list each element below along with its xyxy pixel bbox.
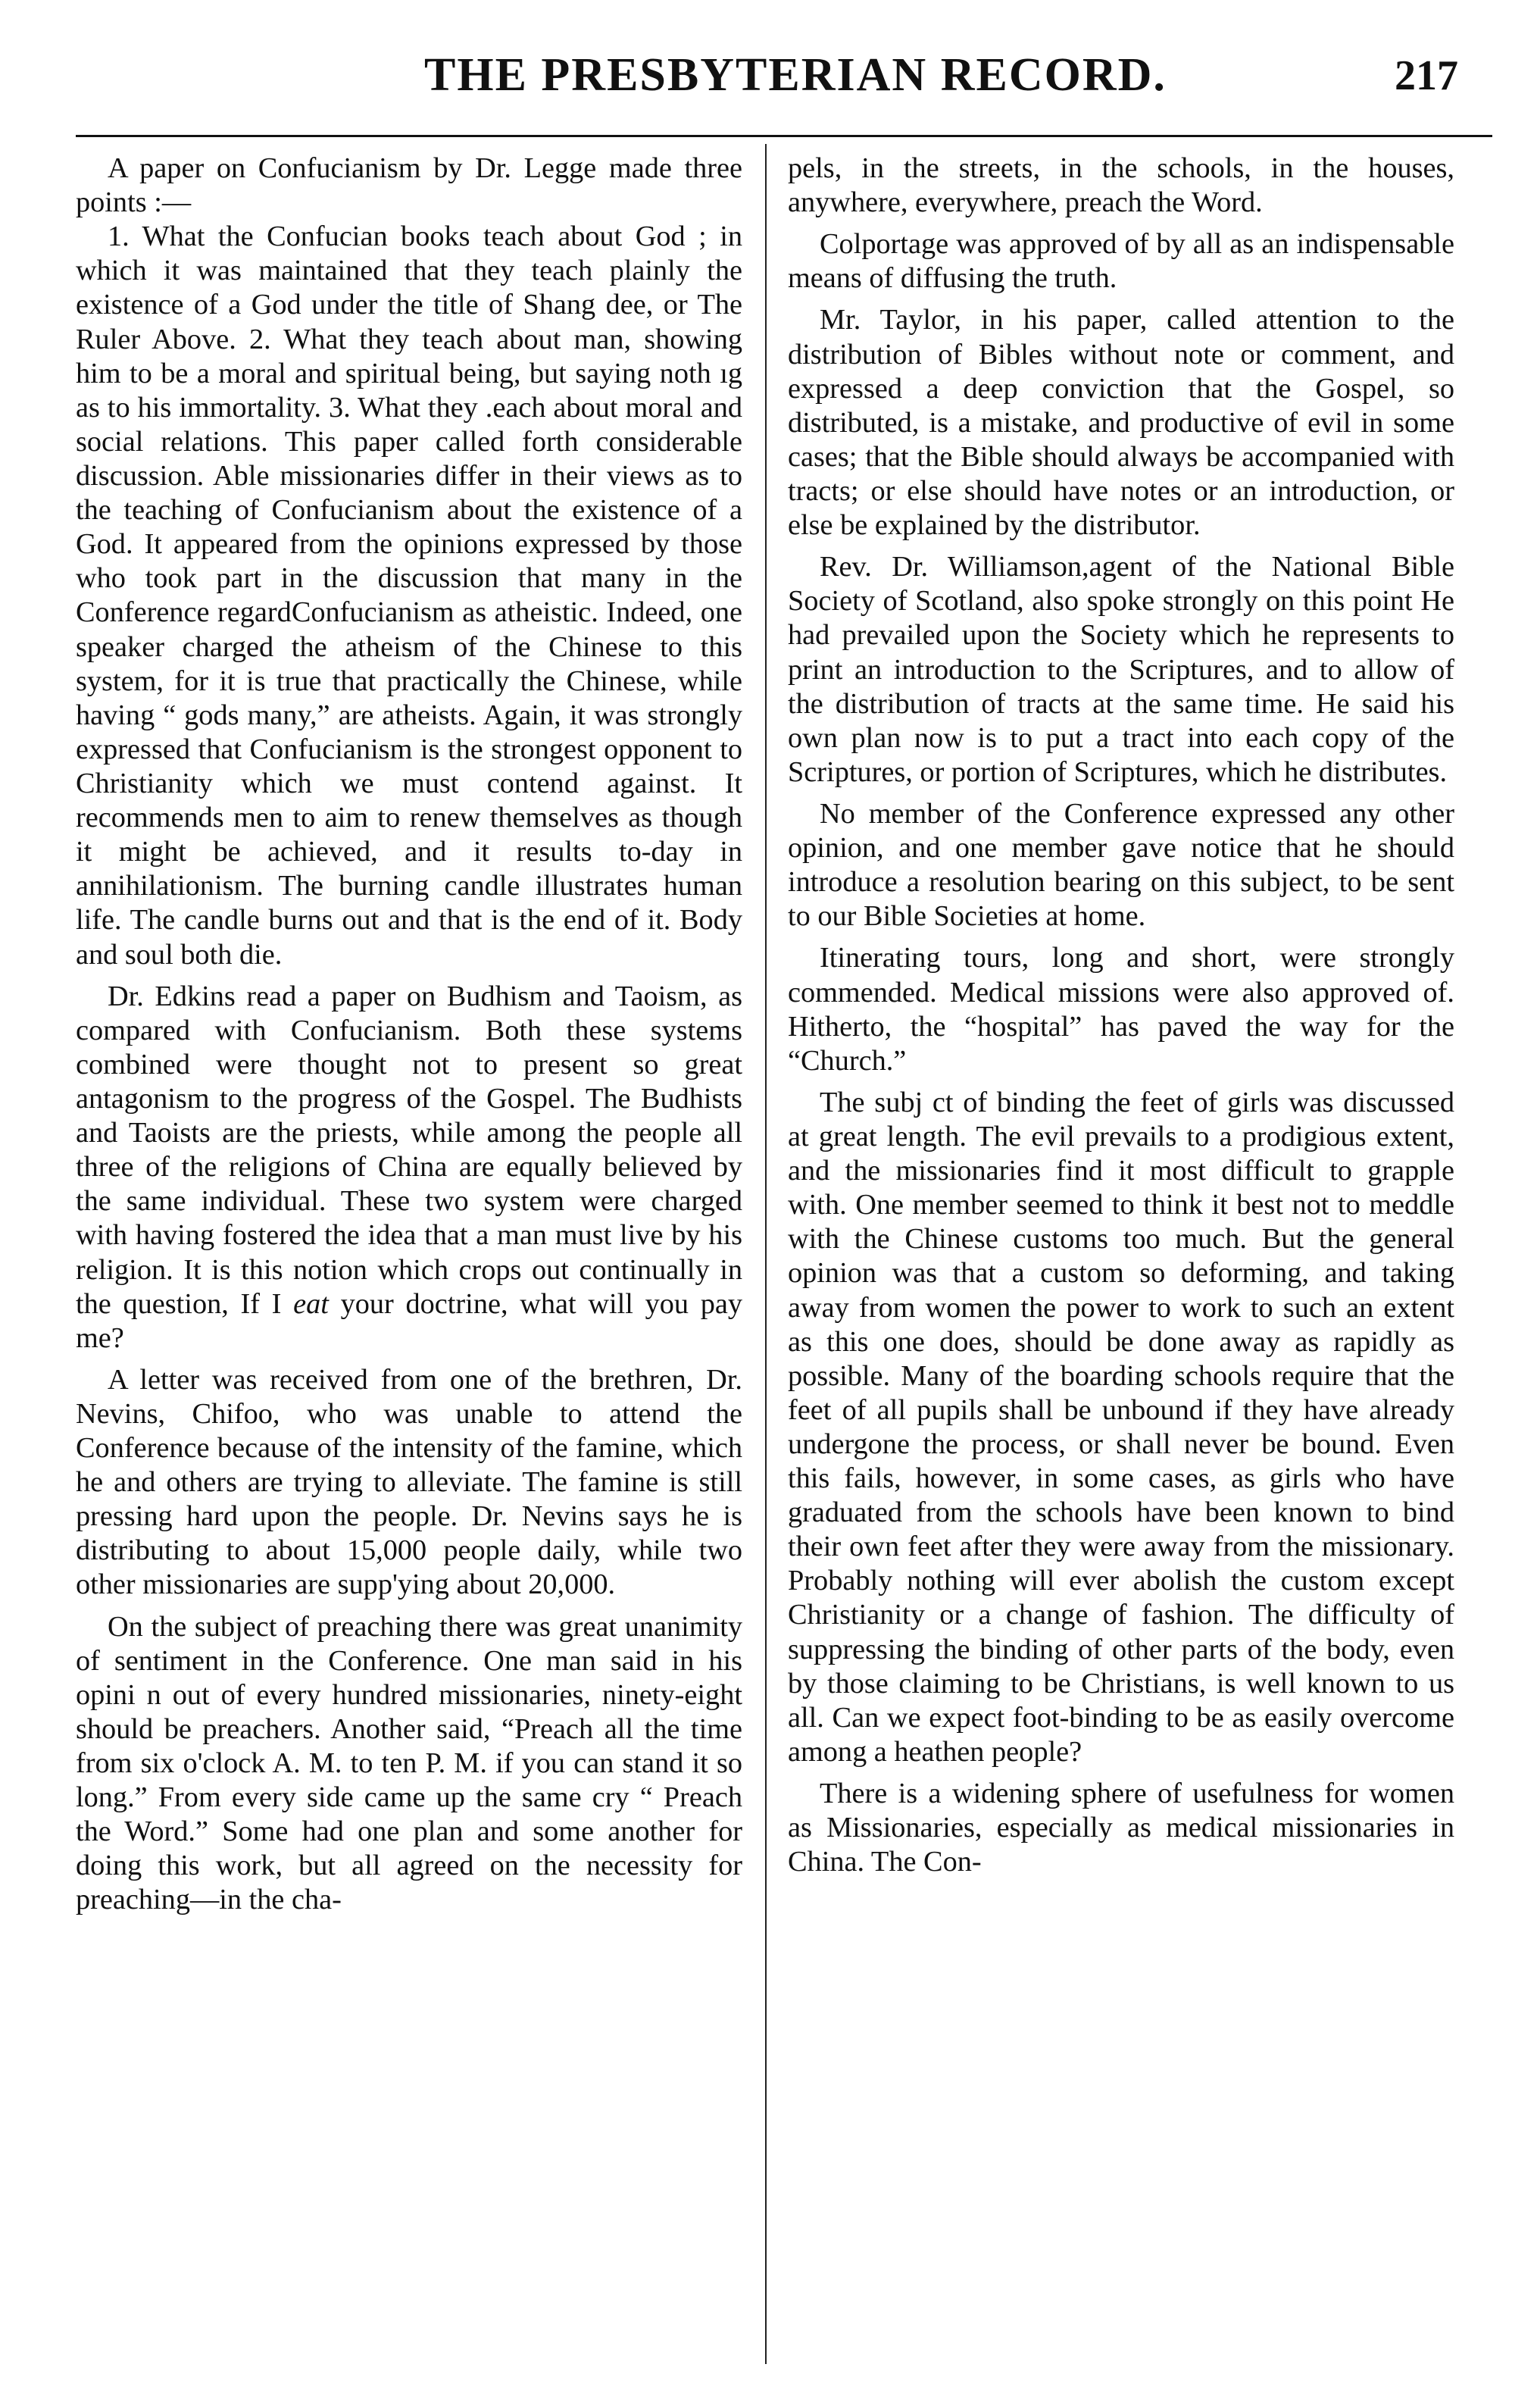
paragraph-williamson: Rev. Dr. Williamson,agent of the National Bible Society of Scotland, also spoke strongly on this point He had prevailed upon the Society which he represents to print an introduction to the Scriptures, and to allow of the distribution of tracts at the same time. He said his own plan now is to put a tract into each copy of the Scriptures, or portion of Scriptures, which he distributes. [788,551,1454,788]
paragraph-edkins [76,980,742,1356]
page-header [424,49,1515,124]
column-divider [765,144,767,2364]
paragraph-legge-points: 1. What the Confucian books teach about God ; in which it was maintained that they teach plainly the existence of a God under the title of Shang dee, or The Ruler Above. 2. What they teach about man, showing him to be a moral and spiritual being, but saying noth ıg as to his immortality. 3. What they .each about moral and social relations. This paper called forth considerable discussion. Able missionaries differ in their views as to the teaching of Confucianism about the existence of a God. It appeared from the opinions expressed by those who took part in the discussion that many in the Conference regardConfucianism as atheistic. Indeed, one speaker charged the atheism of the Chinese to this system, for it is true that practically the Chinese, while having “ gods many,” are atheists. Again, it was strongly expressed that Confucianism is the strongest opponent to Christianity which we must contend against. It recommends men to aim to renew themselves as though it might be achieved, and it results to-day in annihilationism. The burning candle illustrates human life. The candle burns out and that is the end of it. Body and soul both die. [76,220,742,971]
paragraph-preaching: On the subject of preaching there was great unanimity of sentiment in the Conference. One man said in his opini n out of every hundred missionaries, ninety-eight should be preachers. Another said, “Preach all the time from six o'clock A. M. to ten P. M. if you can stand it so long.” From every side came up the same cry “ Preach the Word.” Some had one plan and some another for doing this work, but all agreed on the necessity for preaching—in the cha- [76,1610,742,1916]
journal-title: THE PRESBYTERIAN RECORD. [424,49,1167,101]
paragraph-nevins-letter: A letter was received from one of the brethren, Dr. Nevins, Chifoo, who was unable to attend the Conference because of the intensity of the famine, which he and others are trying to alleviate. The famine is still pressing hard upon the people. Dr. Nevins says he is distributing to about 15,000 people daily, while two other missionaries are supp'ying about 20,000. [76,1363,742,1601]
paragraph-taylor: Mr. Taylor, in his paper, called attention to the distribution of Bibles without note or comment, and expressed a deep conviction that the Gospel, so distributed, is a mistake, and productive of evil in some cases; that the Bible should always be accompanied with tracts; or else should have notes or an introduction, or else be explained by the distributor. [788,304,1454,542]
paragraph-women-missionaries: There is a widening sphere of usefulness for women as Missionaries, especially as medical missionaries in China. The Con- [788,1778,1454,1878]
paragraph-footbinding: The subj ct of binding the feet of girls was discussed at great length. The evil prevails to a prodigious extent, and the missionaries find it most difficult to grapple with. One member seemed to think it best not to meddle with the Chinese customs too much. But the general opinion was that a custom so deforming, and taking away from women the power to work to such an extent as this one does, should be done away as rapidly as possible. Many of the boarding schools require that the feet of all pupils shall be unbound if they have already undergone the process, or shall never be bound. Even this fails, however, in some cases, as girls who have graduated from the schools have been known to bind their own feet after they were away from the missionary. Probably nothing will ever abolish the custom except Christianity or a change of fashion. The difficulty of suppressing the binding of other parts of the body, even by those claiming to be Christians, is well known to us all. Can we expect foot-binding to be as easily overcome among a heathen people? [788,1086,1454,1768]
paragraph-preaching-continued: pels, in the streets, in the schools, in the houses, anywhere, everywhere, preach the Word. [788,152,1454,219]
paragraph-edkins-end: your doctrine, what will you pay me? [76,1287,743,1354]
left-column [76,152,742,1925]
right-column [788,152,1454,1887]
italic-word: eat [293,1287,329,1320]
page-number: 217 [1395,52,1458,99]
paragraph-legge-intro: A paper on Confucianism by Dr. Legge made three points :— [76,152,742,219]
paragraph-edkins-text: Dr. Edkins read a paper on Budhism and Taoism, as compared with Confucianism. Both these systems combined were thought not to present so great antagonism to the progress of the Gospel. The Budhists and Taoists are the priests, while among the people all three of the religions of China are equally believed by the same individual. These two system were charged with having fostered the idea that a man must live by his religion. It is this notion which crops out continually in the question, If I [76,980,742,1320]
header-rule [76,135,1492,137]
paragraph-itinerating: Itinerating tours, long and short, were strongly commended. Medical missions were also approved of. Hitherto, the “hospital” has paved the way for the “Church.” [788,942,1454,1077]
paragraph-resolution: No member of the Conference expressed any other opinion, and one member gave notice that he should introduce a resolution bearing on this subject, to be sent to our Bible Societies at home. [788,797,1454,933]
paragraph-colportage: Colportage was approved of by all as an indispensable means of diffusing the truth. [788,228,1454,295]
